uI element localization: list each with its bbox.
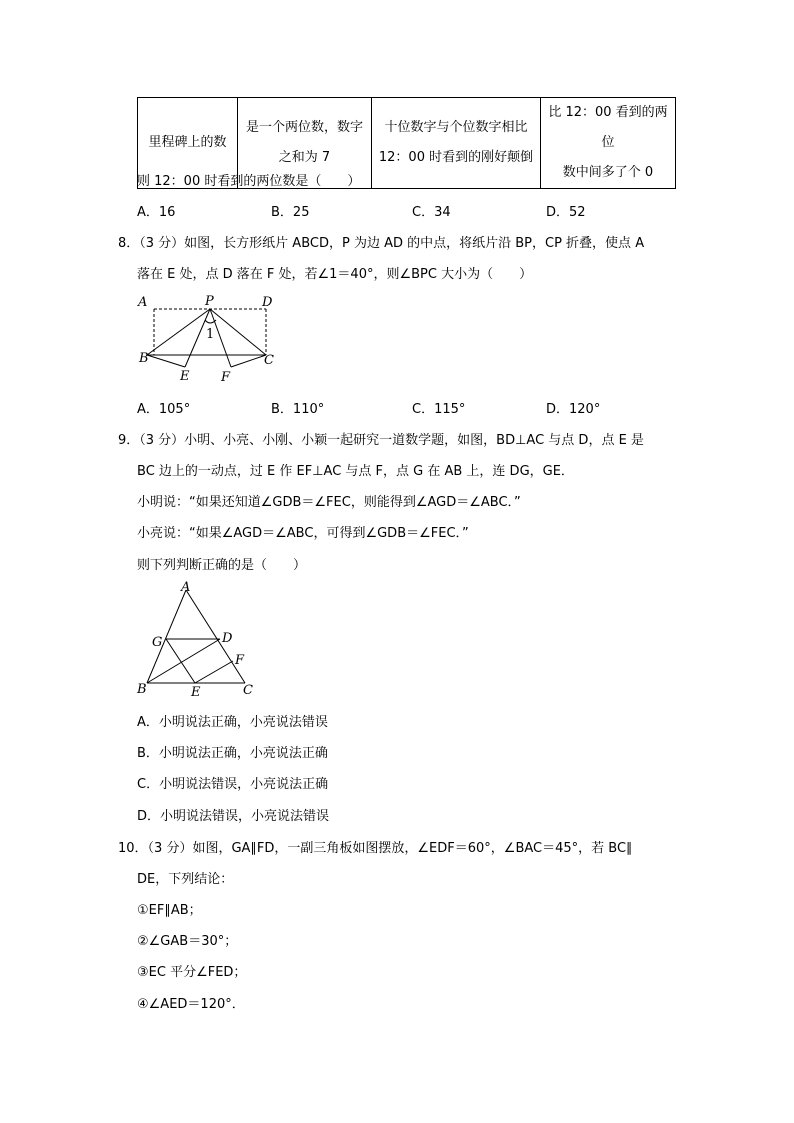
statement-3: ③EC 平分∠FED； — [137, 965, 247, 980]
q9-option-d: D．小明说法错误，小亮说法错误 — [137, 809, 330, 824]
question-10-line-1: 10．（3 分）如图，GA∥FD，一副三角板如图摆放，∠EDF＝60°，∠BAC＝45°，若 BC∥ — [118, 841, 633, 856]
label-e: E — [191, 685, 201, 700]
question-9-figure — [135, 578, 265, 700]
statement-4: ④∠AED＝120°． — [137, 997, 245, 1012]
question-9-line-5: 则下列判断正确的是（ ） — [137, 558, 307, 573]
label-e: E — [180, 369, 190, 384]
question-9-line-3: 小明说：“如果还知道∠GDB＝∠FEC，则能得到∠AGD＝∠ABC．” — [137, 495, 521, 510]
label-b: B — [139, 351, 149, 366]
q7-option-b: B．25 — [271, 205, 310, 220]
q8-option-c: C．115° — [412, 402, 466, 417]
question-8-line-1: 8．（3 分）如图，长方形纸片 ABCD，P 为边 AD 的中点，将纸片沿 BP，CP 折叠，使点 A — [118, 236, 645, 251]
table-cell: 是一个两位数，数字 之和为 7 — [238, 98, 372, 189]
question-9-line-2: BC 边上的一动点，过 E 作 EF⊥AC 与点 F，点 G 在 AB 上，连 DG，GE． — [137, 464, 574, 479]
q7-option-d: D．52 — [546, 205, 586, 220]
label-angle-1: 1 — [206, 327, 215, 342]
q8-option-a: A．105° — [137, 402, 191, 417]
question-8-figure — [135, 292, 285, 387]
question-9-line-1: 9．（3 分）小明、小亮、小刚、小颖一起研究一道数学题，如图，BD⊥AC 与点 D，点 E 是 — [118, 433, 644, 448]
question-7-tail: 则 12：00 时看到的两位数是（ ） — [137, 174, 361, 189]
table-cell: 比 12：00 看到的两位 数中间多了个 0 — [541, 98, 676, 189]
label-p: P — [205, 294, 214, 309]
q9-option-a: A．小明说法正确，小亮说法错误 — [137, 715, 328, 730]
label-d: D — [222, 631, 233, 646]
statement-2: ②∠GAB＝30°； — [137, 934, 238, 949]
table-cell: 里程碑上的数 — [138, 98, 238, 189]
q9-option-b: B．小明说法正确，小亮说法正确 — [137, 746, 328, 761]
label-c: C — [264, 353, 274, 368]
question-10-line-2: DE，下列结论： — [137, 872, 234, 887]
label-a: A — [138, 295, 148, 310]
label-c: C — [243, 683, 253, 698]
q8-option-d: D．120° — [546, 402, 601, 417]
q7-option-c: C．34 — [412, 205, 451, 220]
label-a: A — [181, 580, 191, 595]
q8-option-b: B．110° — [271, 402, 325, 417]
question-9-line-4: 小亮说：“如果∠AGD＝∠ABC，可得到∠GDB＝∠FEC．” — [137, 526, 469, 541]
q9-option-c: C．小明说法错误，小亮说法正确 — [137, 777, 329, 792]
label-f: F — [221, 370, 231, 385]
q7-option-a: A．16 — [137, 205, 176, 220]
label-b: B — [137, 682, 147, 697]
table-cell: 十位数字与个位数字相比 12：00 时看到的刚好颠倒 — [372, 98, 541, 189]
question-8-line-2: 落在 E 处，点 D 落在 F 处，若∠1＝40°，则∠BPC 大小为（ ） — [137, 267, 533, 282]
label-d: D — [262, 295, 273, 310]
label-g: G — [152, 635, 163, 650]
label-f: F — [235, 653, 245, 668]
statement-1: ①EF∥AB； — [137, 903, 202, 918]
